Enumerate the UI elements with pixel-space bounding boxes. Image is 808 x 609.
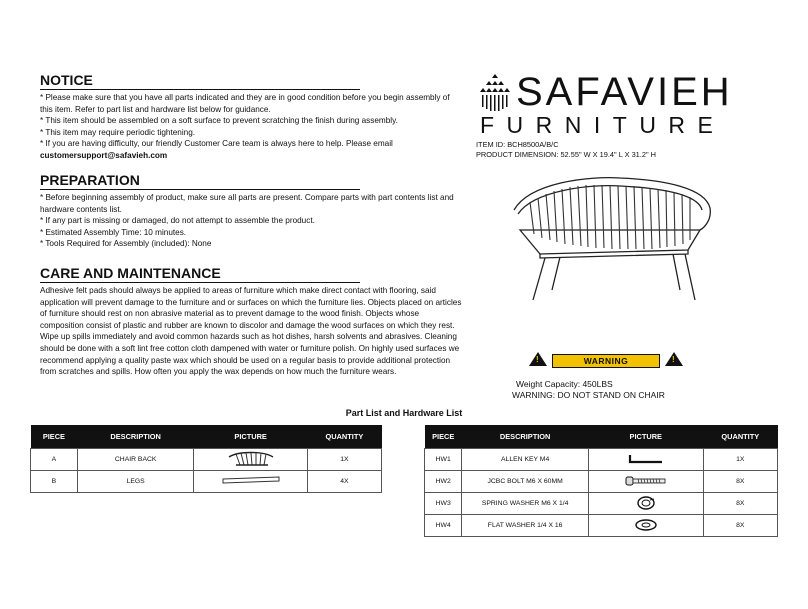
chair-back-icon <box>226 451 276 467</box>
support-email-link[interactable]: customersupport@safavieh.com <box>40 150 168 160</box>
column-header: DESCRIPTION <box>77 425 194 449</box>
warning-triangle-icon: ! <box>529 352 547 366</box>
preparation-section <box>40 172 464 250</box>
allen-key-icon <box>626 453 666 465</box>
care-body: Adhesive felt pads should always be applied to areas of furniture which make direct contact with flooring, said application will prevent damage to the furniture and or surfaces on which the furniture lies. Objects placed on articles of furniture should rest on non abrasive material as to prevent damage to the wood finish. Objects whose composition consist of plastic and rubber are known to discolor and damage the wood surfaces on which they rest. Wipe up spills immediately and avoid common hazards such as hot dishes, harsh solvents and abrasives. Cleaning should be done with a soft lint free cotton cloth dampened with water or furniture polish. On highly used surfaces we recommend applying a quality paste wax which should be used on a regular basis to provide additional protection from scratches and spills. How often you apply the wax depends on how much the furniture wears. <box>40 286 462 377</box>
description-cell: SPRING WASHER M6 X 1/4 <box>462 493 589 515</box>
description-cell: CHAIR BACK <box>77 449 194 471</box>
picture-cell <box>194 471 307 493</box>
notice-heading: NOTICE <box>40 72 360 90</box>
care-heading: CARE AND MAINTENANCE <box>40 265 360 283</box>
parts-list-title: Part List and Hardware List <box>345 408 463 418</box>
warning-triangle-icon: ! <box>665 352 683 366</box>
parts-table <box>30 425 382 493</box>
column-header: PIECE <box>425 425 462 449</box>
piece-cell: HW1 <box>425 449 462 471</box>
picture-cell <box>588 471 703 493</box>
table-row <box>425 471 778 493</box>
item-id: ITEM ID: BCH8500A/B/C <box>476 140 559 149</box>
picture-cell <box>588 493 703 515</box>
description-cell: FLAT WASHER 1/4 X 16 <box>462 515 589 537</box>
column-header: PICTURE <box>588 425 703 449</box>
notice-section <box>40 72 464 162</box>
brand-name: SAFAVIEH <box>516 70 733 114</box>
notice-line: * This item may require periodic tightening. <box>40 127 196 137</box>
product-dimension: PRODUCT DIMENSION: 52.55" W X 19.4" L X 31.2" H <box>476 150 656 159</box>
notice-line: * If you are having difficulty, our friendly Customer Care team is always here to help. Please email <box>40 139 393 149</box>
column-header: PICTURE <box>194 425 307 449</box>
table-row <box>425 515 778 537</box>
picture-cell <box>588 449 703 471</box>
notice-line: * Please make sure that you have all parts indicated and they are in good condition before you begin assembly of this item. Refer to part list and hardware list below for guidance. <box>40 93 450 114</box>
column-header: QUANTITY <box>703 425 777 449</box>
quantity-cell: 4X <box>307 471 381 493</box>
picture-cell <box>194 449 307 471</box>
spring-washer-icon <box>636 495 656 511</box>
preparation-line: * Before beginning assembly of product, make sure all parts are present. Compare parts with part contents list and hardware contents list. <box>40 193 454 214</box>
column-header: QUANTITY <box>307 425 381 449</box>
piece-cell: A <box>31 449 78 471</box>
table-row <box>31 449 382 471</box>
quantity-cell: 1X <box>703 449 777 471</box>
hardware-table <box>424 425 778 537</box>
bolt-icon <box>624 475 668 487</box>
description-cell: ALLEN KEY M4 <box>462 449 589 471</box>
quantity-cell: 8X <box>703 515 777 537</box>
quantity-cell: 8X <box>703 471 777 493</box>
flat-washer-icon <box>634 518 658 532</box>
preparation-line: * Estimated Assembly Time: 10 minutes. <box>40 227 187 237</box>
warning-note: WARNING: DO NOT STAND ON CHAIR <box>512 390 665 400</box>
table-row <box>425 449 778 471</box>
notice-line: * This item should be assembled on a soft surface to prevent scratching the finish during assembly. <box>40 116 398 126</box>
description-cell: JCBC BOLT M6 X 60MM <box>462 471 589 493</box>
notice-body <box>40 92 464 162</box>
piece-cell: HW2 <box>425 471 462 493</box>
warning-label: WARNING <box>583 356 629 366</box>
piece-cell: HW4 <box>425 515 462 537</box>
leg-icon <box>221 475 281 487</box>
picture-cell <box>588 515 703 537</box>
preparation-body <box>40 192 464 250</box>
preparation-line: * If any part is missing or damaged, do not attempt to assemble the product. <box>40 216 315 226</box>
preparation-heading: PREPARATION <box>40 172 360 190</box>
bench-illustration <box>500 168 730 308</box>
warning-banner <box>536 354 675 368</box>
preparation-line: * Tools Required for Assembly (included): None <box>40 239 212 249</box>
safavieh-logo-icon <box>478 72 512 112</box>
column-header: PIECE <box>31 425 78 449</box>
weight-capacity: Weight Capacity: 450LBS <box>516 379 613 389</box>
table-header-row <box>425 425 778 449</box>
column-header: DESCRIPTION <box>462 425 589 449</box>
table-header-row <box>31 425 382 449</box>
care-section <box>40 265 464 378</box>
table-row <box>425 493 778 515</box>
table-row <box>31 471 382 493</box>
piece-cell: B <box>31 471 78 493</box>
quantity-cell: 1X <box>307 449 381 471</box>
quantity-cell: 8X <box>703 493 777 515</box>
description-cell: LEGS <box>77 471 194 493</box>
brand-subtitle: FURNITURE <box>480 112 726 138</box>
piece-cell: HW3 <box>425 493 462 515</box>
